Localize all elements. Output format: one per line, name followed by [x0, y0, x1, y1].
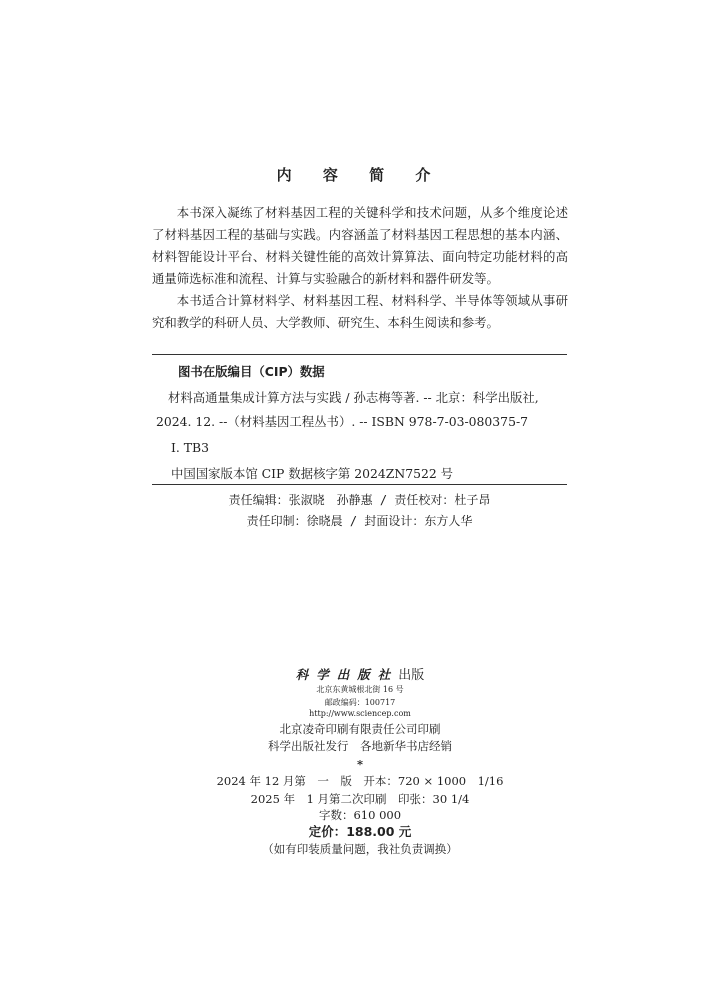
quality-note: （如有印装质量问题，我社负责调换）: [262, 842, 458, 856]
cip-line-2: 2024. 12. --（材料基因工程丛书）. -- ISBN 978-7-03-080375-7: [156, 414, 529, 429]
cip-record-number: 中国国家版本馆 CIP 数据核字第 2024ZN7522 号: [171, 466, 454, 481]
intro-paragraph-2: 本书适合计算材料学、材料基因工程、材料科学、半导体等领域从事研究和教学的科研人员、大学教师、研究生、本科生阅读和参考。: [152, 293, 568, 330]
publisher-website: http://www.sciencep.com: [309, 709, 411, 718]
word-count: 字数：610 000: [318, 808, 402, 822]
publisher-name: [0, 664, 720, 683]
cip-top-rule: [152, 354, 567, 355]
intro-paragraph-1: 本书深入凝练了材料基因工程的关键科学和技术问题，从多个维度论述了材料基因工程的基础与实践。内容涵盖了材料基因工程思想的基本内涵、材料智能设计平台、材料关键性能的高效计算算法、面向特定功能材料的高通量筛选标准和流程、计算与实验融合的新材料和器件研发等。: [152, 205, 568, 286]
cip-line-1: 材料高通量集成计算方法与实践 / 孙志梅等著. -- 北京：科学出版社,: [168, 390, 539, 405]
cip-heading: 图书在版编目（CIP）数据: [178, 364, 325, 379]
distribution: 科学出版社发行 各地新华书店经销: [268, 739, 452, 753]
publisher-postcode: 邮政编码：100717: [324, 698, 396, 707]
credits-line-2: 责任印制：徐晓晨 / 封面设计：东方人华: [246, 514, 473, 528]
separator-mark: *: [356, 757, 363, 771]
cip-bottom-rule: [152, 484, 567, 485]
intro-title: 内 容 简 介: [276, 166, 444, 184]
publisher-address: 北京东黄城根北街 16 号: [316, 685, 404, 694]
cip-class-number: Ⅰ. TB3: [171, 440, 210, 455]
intro-body: [152, 202, 568, 334]
price: 定价：188.00 元: [308, 824, 412, 839]
publisher-suffix: 出版: [398, 668, 425, 683]
publisher-logo-text: 科学出版社: [295, 667, 399, 682]
printing-info: 2025 年 1 月第二次印刷 印张：30 1/4: [250, 792, 470, 806]
printer: 北京凌奇印刷有限责任公司印刷: [279, 722, 441, 736]
edition-info: 2024 年 12 月第 一 版 开本：720 × 1000 1/16: [216, 774, 504, 788]
credits: [152, 490, 567, 532]
credits-line-1: 责任编辑：张淑晓 孙静惠 / 责任校对：杜子昂: [228, 493, 491, 507]
